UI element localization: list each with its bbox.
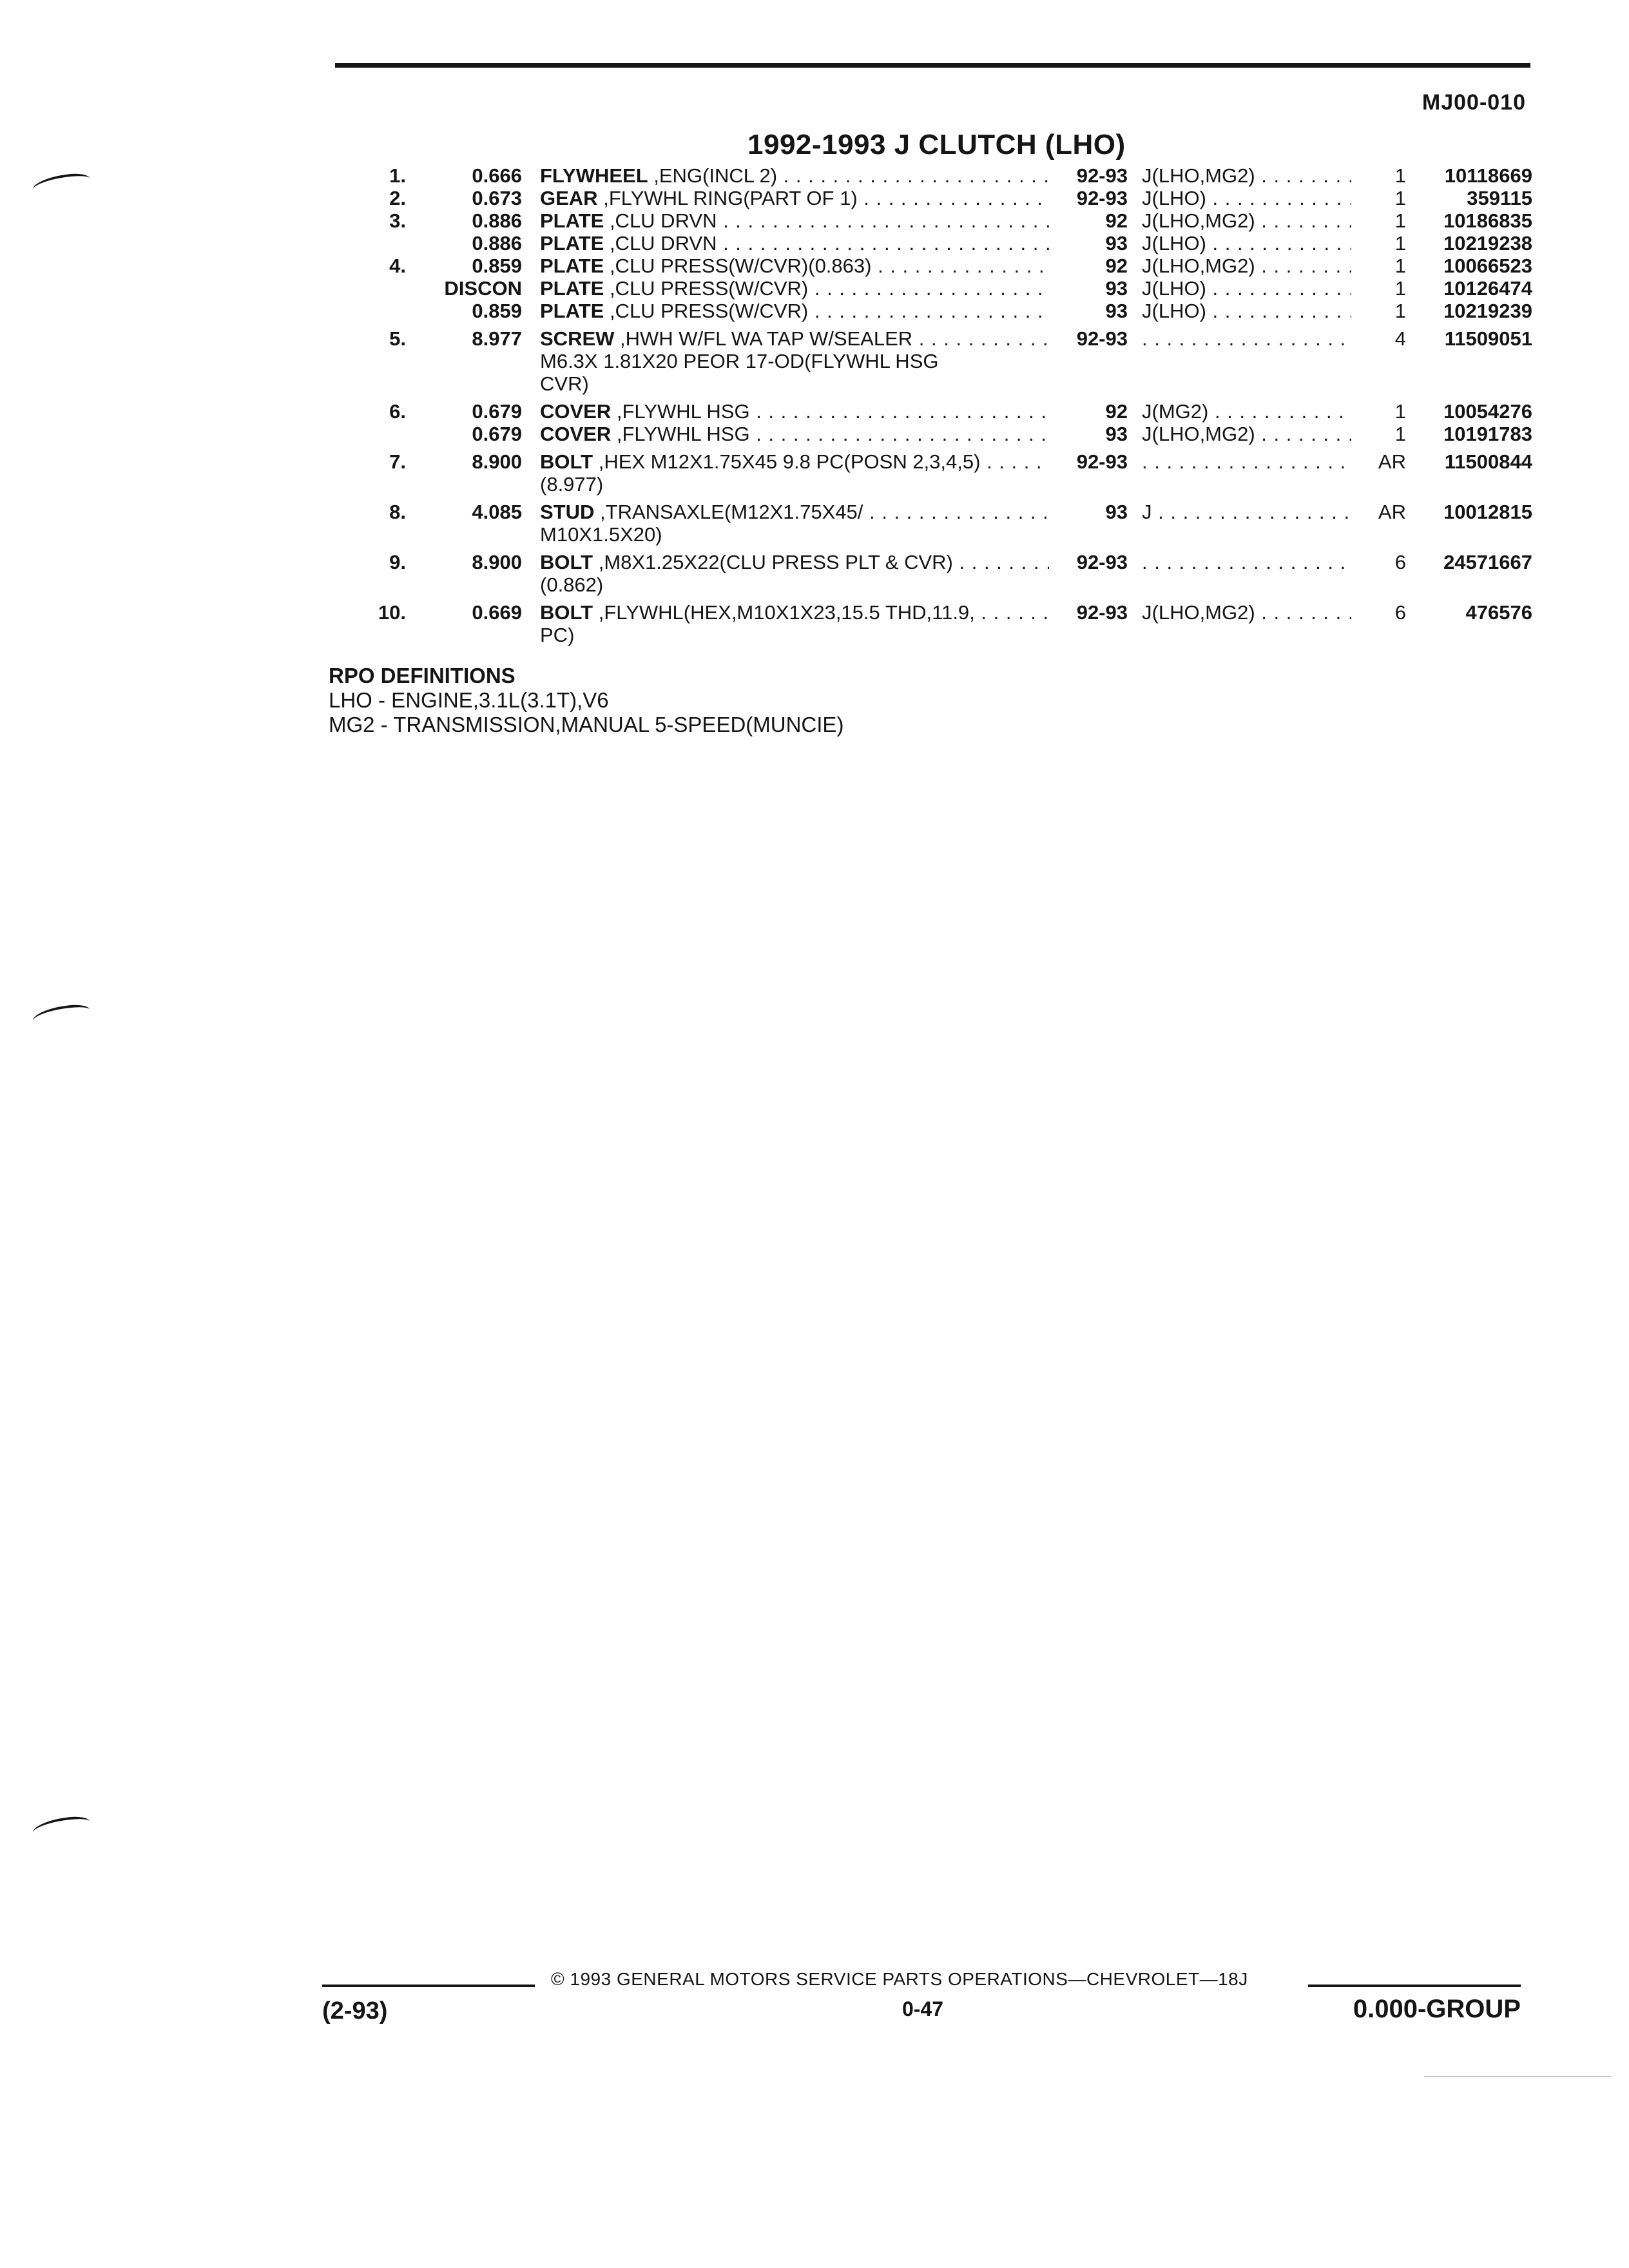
part-number: 10066523 xyxy=(1443,255,1532,277)
description-line xyxy=(540,232,1049,255)
item-number: 4. xyxy=(389,255,406,277)
quantity: 1 xyxy=(1394,300,1406,322)
scan-artifact-line xyxy=(1424,2076,1611,2077)
part-name: FLYWHEEL xyxy=(540,164,648,187)
part-detail: ,FLYWHL(HEX,M10X1X23,15.5 THD,11.9, xyxy=(598,601,975,624)
rpo-title: RPO DEFINITIONS xyxy=(329,664,516,687)
revision-date: (2-93) xyxy=(322,1997,388,2024)
description-line xyxy=(540,327,1049,350)
part-row xyxy=(0,209,1629,232)
model-years: 92 xyxy=(1105,209,1128,232)
part-number: 10219238 xyxy=(1443,232,1532,255)
item-number: 2. xyxy=(389,187,406,209)
description-continuation: CVR) xyxy=(540,372,589,395)
model-years: 93 xyxy=(1105,300,1128,322)
part-detail: ,M8X1.25X22(CLU PRESS PLT & CVR) xyxy=(598,551,953,573)
model-usage xyxy=(1142,327,1351,350)
part-description xyxy=(540,277,1049,300)
quantity: AR xyxy=(1378,501,1406,523)
part-detail: ,CLU PRESS(W/CVR)(0.863) xyxy=(609,255,872,277)
model-usage: J(LHO,MG2) . . . xyxy=(1142,164,1351,187)
part-description xyxy=(540,450,1049,495)
part-number: 10191783 xyxy=(1443,423,1532,445)
part-detail: ,CLU DRVN xyxy=(609,209,717,232)
quantity: 1 xyxy=(1394,255,1406,277)
part-name: COVER xyxy=(540,400,612,423)
illustration-ref: 0.859 xyxy=(472,300,522,322)
item-number: 8. xyxy=(389,501,406,523)
part-row xyxy=(0,164,1629,187)
part-number: 10219239 xyxy=(1443,300,1532,322)
part-row xyxy=(0,601,1629,646)
part-row xyxy=(0,277,1629,300)
part-name: BOLT xyxy=(540,450,593,473)
part-description xyxy=(540,255,1049,277)
part-number: 11509051 xyxy=(1444,327,1532,350)
model-usage: J(LHO,MG2) . . . xyxy=(1142,255,1351,277)
part-description xyxy=(540,327,1049,395)
quantity: 1 xyxy=(1394,209,1406,232)
description-continuation: M10X1.5X20) xyxy=(540,523,662,546)
illustration-ref: 0.669 xyxy=(472,601,522,624)
illustration-ref: 0.673 xyxy=(472,187,522,209)
model-usage: J(LHO) . . . xyxy=(1142,232,1351,255)
part-name: STUD xyxy=(540,501,595,523)
item-number: 7. xyxy=(389,450,406,473)
part-name: PLATE xyxy=(540,277,604,300)
part-number: 359115 xyxy=(1467,187,1532,209)
part-row xyxy=(0,255,1629,277)
description-continuation: PC) xyxy=(540,624,575,646)
model-usage xyxy=(1142,450,1351,473)
model-years: 93 xyxy=(1105,277,1128,300)
part-number: 10118669 xyxy=(1444,164,1532,187)
part-detail: ,CLU PRESS(W/CVR) xyxy=(609,277,809,300)
model-usage: J(LHO) . . . xyxy=(1142,187,1351,209)
model-years: 92-93 xyxy=(1076,551,1128,573)
illustration-ref: 8.900 xyxy=(472,450,522,473)
description-line xyxy=(540,400,1049,423)
part-description xyxy=(540,601,1049,646)
quantity: 1 xyxy=(1394,423,1406,445)
model-usage: J . . . xyxy=(1142,501,1351,523)
model-years: 92 xyxy=(1105,400,1128,423)
rpo-item: MG2 - TRANSMISSION,MANUAL 5-SPEED(MUNCIE) xyxy=(329,713,844,736)
item-number: 9. xyxy=(389,551,406,573)
part-name: BOLT xyxy=(540,551,593,573)
part-name: PLATE xyxy=(540,255,604,277)
part-name: BOLT xyxy=(540,601,593,624)
part-row xyxy=(0,450,1629,495)
model-years: 93 xyxy=(1105,232,1128,255)
parts-list xyxy=(0,164,1629,646)
description-line xyxy=(540,501,1049,523)
illustration-ref: 0.886 xyxy=(472,209,522,232)
model-usage xyxy=(1142,551,1351,573)
copyright-notice: © 1993 GENERAL MOTORS SERVICE PARTS OPERATIONS—CHEVROLET—18J xyxy=(551,1969,1248,1989)
quantity: 1 xyxy=(1394,232,1406,255)
part-description xyxy=(540,209,1049,232)
model-usage: J(LHO) . . . xyxy=(1142,277,1351,300)
part-description xyxy=(540,501,1049,546)
illustration-ref: DISCON xyxy=(444,277,522,300)
part-detail: ,HEX M12X1.75X45 9.8 PC(POSN 2,3,4,5) xyxy=(598,450,981,473)
description-line xyxy=(540,255,1049,277)
part-description xyxy=(540,232,1049,255)
model-years: 93 xyxy=(1105,423,1128,445)
illustration-ref: 0.886 xyxy=(472,232,522,255)
illustration-ref: 4.085 xyxy=(472,501,522,523)
part-detail: ,CLU PRESS(W/CVR) xyxy=(609,300,809,322)
part-name: GEAR xyxy=(540,187,598,209)
part-description xyxy=(540,400,1049,423)
quantity: 1 xyxy=(1394,187,1406,209)
description-continuation: M6.3X 1.81X20 PEOR 17-OD(FLYWHL HSG xyxy=(540,350,939,372)
item-number: 3. xyxy=(389,209,406,232)
item-number: 1. xyxy=(389,164,406,187)
part-row xyxy=(0,423,1629,445)
item-number: 5. xyxy=(389,327,406,350)
part-number: 10126474 xyxy=(1443,277,1532,300)
quantity: AR xyxy=(1378,450,1406,473)
rpo-definitions xyxy=(329,664,843,737)
group-label: 0.000-GROUP xyxy=(1353,1995,1521,2023)
part-number: 24571667 xyxy=(1443,551,1532,573)
illustration-ref: 0.859 xyxy=(472,255,522,277)
model-usage: J(LHO,MG2) . . . xyxy=(1142,209,1351,232)
part-row xyxy=(0,300,1629,322)
item-number: 6. xyxy=(389,400,406,423)
model-years: 92 xyxy=(1105,255,1128,277)
part-row xyxy=(0,501,1629,546)
binder-hole-mark xyxy=(31,1814,91,1840)
quantity: 6 xyxy=(1394,601,1406,624)
quantity: 6 xyxy=(1394,551,1406,573)
part-detail: ,TRANSAXLE(M12X1.75X45/ xyxy=(600,501,863,523)
model-years: 92-93 xyxy=(1076,450,1128,473)
binder-hole-mark xyxy=(31,1003,91,1028)
part-row xyxy=(0,187,1629,209)
description-line xyxy=(540,423,1049,445)
description-continuation: (8.977) xyxy=(540,473,604,495)
model-years: 92-93 xyxy=(1076,601,1128,624)
part-detail: ,FLYWHL RING(PART OF 1) xyxy=(603,187,858,209)
description-line xyxy=(540,187,1049,209)
model-usage: J(LHO,MG2) . . . xyxy=(1142,601,1351,624)
part-row xyxy=(0,327,1629,395)
quantity: 1 xyxy=(1394,277,1406,300)
part-detail: ,FLYWHL HSG xyxy=(616,423,750,445)
part-row xyxy=(0,232,1629,255)
illustration-ref: 0.679 xyxy=(472,400,522,423)
part-description xyxy=(540,551,1049,596)
model-usage: J(MG2) . . . xyxy=(1142,400,1351,423)
illustration-ref: 0.666 xyxy=(472,164,522,187)
part-description xyxy=(540,187,1049,209)
part-name: PLATE xyxy=(540,232,604,255)
illustration-ref: 0.679 xyxy=(472,423,522,445)
quantity: 1 xyxy=(1394,164,1406,187)
quantity: 4 xyxy=(1394,327,1406,350)
header-rule xyxy=(335,63,1530,68)
description-line xyxy=(540,164,1049,187)
part-name: PLATE xyxy=(540,300,604,322)
model-years: 93 xyxy=(1105,501,1128,523)
page-code: MJ00-010 xyxy=(1422,90,1526,115)
section-title: 1992-1993 J CLUTCH (LHO) xyxy=(747,129,1126,160)
item-number: 10. xyxy=(378,601,406,624)
part-name: PLATE xyxy=(540,209,604,232)
part-number: 11500844 xyxy=(1444,450,1532,473)
description-line xyxy=(540,209,1049,232)
footer-rule xyxy=(322,1984,535,1987)
part-detail: ,HWH W/FL WA TAP W/SEALER xyxy=(620,327,913,350)
page-number: 0-47 xyxy=(902,1997,944,2021)
description-line xyxy=(540,601,1049,624)
description-line xyxy=(540,300,1049,322)
part-row xyxy=(0,400,1629,423)
part-number: 476576 xyxy=(1465,601,1532,624)
part-row xyxy=(0,551,1629,596)
illustration-ref: 8.900 xyxy=(472,551,522,573)
part-number: 10054276 xyxy=(1443,400,1532,423)
model-years: 92-93 xyxy=(1076,187,1128,209)
part-description xyxy=(540,300,1049,322)
footer-rule xyxy=(1308,1984,1521,1987)
model-years: 92-93 xyxy=(1076,327,1128,350)
description-continuation: (0.862) xyxy=(540,573,604,596)
illustration-ref: 8.977 xyxy=(472,327,522,350)
part-detail: ,FLYWHL HSG xyxy=(616,400,750,423)
part-detail: ,CLU DRVN xyxy=(609,232,717,255)
description-line xyxy=(540,277,1049,300)
model-usage: J(LHO) . . . xyxy=(1142,300,1351,322)
part-name: COVER xyxy=(540,423,612,445)
description-line xyxy=(540,551,1049,573)
quantity: 1 xyxy=(1394,400,1406,423)
part-description xyxy=(540,164,1049,187)
part-detail: ,ENG(INCL 2) xyxy=(653,164,778,187)
part-name: SCREW xyxy=(540,327,615,350)
model-usage: J(LHO,MG2) . . . xyxy=(1142,423,1351,445)
description-line xyxy=(540,450,1049,473)
part-number: 10186835 xyxy=(1443,209,1532,232)
model-years: 92-93 xyxy=(1076,164,1128,187)
rpo-item: LHO - ENGINE,3.1L(3.1T),V6 xyxy=(329,688,609,712)
part-description xyxy=(540,423,1049,445)
part-number: 10012815 xyxy=(1443,501,1532,523)
